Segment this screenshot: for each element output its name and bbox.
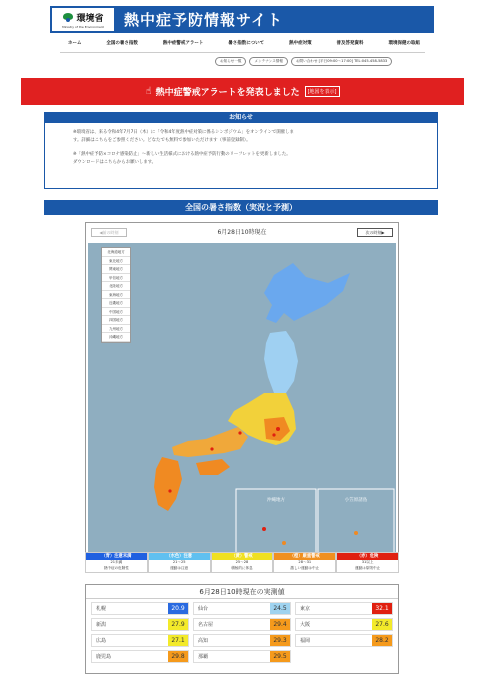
observation-city: 広島	[96, 638, 107, 644]
ministry-logo[interactable]	[52, 8, 114, 31]
observation-city: 名古屋	[198, 622, 214, 628]
region-tohoku[interactable]: 東北地方	[102, 257, 130, 266]
legend-item	[336, 552, 399, 573]
observation-city: 札幌	[96, 606, 107, 612]
nav-national-index[interactable]: 全国の暑さ指数	[106, 41, 138, 46]
nav-about-index[interactable]: 暑さ指数について	[228, 41, 265, 46]
observation-value: 28.2	[372, 635, 392, 646]
observation-value: 27.1	[168, 635, 188, 646]
legend-note: 運動は注意	[170, 565, 189, 570]
region-list	[101, 247, 131, 343]
danger-dot	[238, 431, 241, 434]
ogasawara-inset-label: 小笠原諸島	[344, 498, 368, 503]
legend-range: 21未満	[110, 560, 123, 564]
ministry-emblem-icon	[62, 13, 74, 22]
legend-note: 運動は原則中止	[355, 565, 381, 570]
legend-head: （青）注意未満	[86, 553, 147, 560]
legend-item	[148, 552, 211, 573]
observation-cell	[295, 618, 393, 631]
main-nav	[68, 40, 420, 46]
observation-city: 福岡	[300, 638, 311, 644]
notice-body	[45, 123, 437, 167]
heatstroke-alert-banner[interactable]	[21, 78, 464, 105]
nav-measures[interactable]: 熱中症対策	[289, 41, 312, 46]
map-section-title: 全国の暑さ指数（実況と予測）	[44, 200, 438, 215]
nav-initiatives[interactable]: 環境保健の取組	[388, 41, 420, 46]
news-list-link[interactable]: お知らせ一覧	[215, 57, 246, 66]
observation-cell	[193, 618, 291, 631]
okinawa-dot	[282, 541, 286, 545]
observations-box	[85, 584, 399, 674]
danger-dot	[276, 427, 280, 431]
nav-divider	[60, 52, 425, 53]
notice-box	[44, 112, 438, 189]
observation-cell	[91, 634, 189, 647]
observation-city: 那覇	[198, 654, 209, 660]
observation-value: 24.5	[270, 603, 290, 614]
logo-subtext: Ministry of the Environment	[62, 24, 104, 29]
danger-dot	[168, 489, 171, 492]
observation-cell	[295, 602, 393, 615]
nav-home[interactable]: ホーム	[68, 41, 82, 46]
region-hokkaido[interactable]: 北海道地方	[102, 248, 130, 257]
observation-value: 29.4	[270, 619, 290, 630]
map-time-label: 6月28日10時現在	[217, 229, 267, 236]
prev-time-button[interactable]: ◀前の時刻	[91, 228, 127, 237]
maintenance-link[interactable]: メンテナンス情報	[249, 57, 287, 66]
alert-hand-icon: ☝	[145, 86, 152, 97]
japan-heat-map[interactable]	[88, 243, 396, 563]
show-map-link[interactable]: [地図を表示]	[305, 86, 340, 97]
logo-text: 環境省	[76, 13, 104, 24]
legend-item	[211, 552, 274, 573]
observation-city: 東京	[300, 606, 311, 612]
next-time-button[interactable]: 次の時刻▶	[357, 228, 393, 237]
observations-title: 6月28日10時現在の実測値	[86, 585, 398, 599]
observation-cell	[193, 650, 291, 663]
observation-city: 高知	[198, 638, 209, 644]
nav-alert[interactable]: 熱中症警戒アラート	[162, 41, 204, 46]
observation-value: 27.6	[372, 619, 392, 630]
danger-dot	[210, 447, 213, 450]
region-kyushu[interactable]: 九州地方	[102, 325, 130, 334]
nav-materials[interactable]: 普及啓発資料	[336, 41, 364, 46]
observation-cell	[193, 602, 291, 615]
observation-value: 32.1	[372, 603, 392, 614]
observation-cell	[91, 602, 189, 615]
region-chugoku[interactable]: 中国地方	[102, 308, 130, 317]
observation-cell	[91, 650, 189, 663]
alert-text: 熱中症警戒アラートを発表しました	[155, 88, 300, 98]
observation-value: 29.8	[168, 651, 188, 662]
region-shikoku[interactable]: 四国地方	[102, 316, 130, 325]
observation-cell	[295, 634, 393, 647]
legend-note: 激しい運動は中止	[290, 565, 320, 570]
observation-city: 仙台	[198, 606, 209, 612]
legend-item	[273, 552, 336, 573]
region-okinawa[interactable]: 沖縄地方	[102, 333, 130, 342]
legend-item	[85, 552, 148, 573]
legend-head: （赤）危険	[337, 553, 398, 560]
notice-line: ※環境省は、来る令和4年7月7日（木）に「令和4年度熱中症対策に係るシンポジウム」をオンラインで開催しま	[73, 130, 294, 135]
notice-line[interactable]: ダウンロードはこちらからお願いします。	[73, 160, 157, 165]
notice-title: お知らせ	[45, 113, 437, 123]
observation-value: 29.5	[270, 651, 290, 662]
ogasawara-dot	[354, 531, 358, 535]
region-kinki[interactable]: 近畿地方	[102, 299, 130, 308]
site-header	[50, 6, 434, 33]
utility-links	[215, 57, 392, 66]
notice-line[interactable]: す。詳細はこちらをご参照ください。どなたでも無料で参加いただけます（事前登録制）。	[73, 138, 251, 143]
region-koshin[interactable]: 甲信地方	[102, 274, 130, 283]
legend-range: 21～25	[172, 560, 186, 564]
map-frame	[85, 222, 399, 565]
region-kanto[interactable]: 関東地方	[102, 265, 130, 274]
site-title[interactable]: 熱中症予防情報サイト	[124, 11, 283, 29]
legend-note: 積極的に休息	[231, 565, 253, 570]
legend-head: （水色）注意	[149, 553, 210, 560]
observation-cell	[91, 618, 189, 631]
legend-head: （橙）厳重警戒	[274, 553, 335, 560]
observation-value: 27.9	[168, 619, 188, 630]
legend-range: 28～31	[298, 560, 312, 564]
wbgt-legend	[85, 552, 399, 573]
danger-dot	[272, 433, 275, 436]
contact-link[interactable]: お問い合わせ [平日09:00～17:00] TEL:045-458-5833	[291, 57, 392, 66]
observation-value: 29.3	[270, 635, 290, 646]
legend-range: 31以上	[361, 560, 374, 564]
observation-city: 新潟	[96, 622, 107, 628]
legend-range: 25～28	[235, 560, 249, 564]
observations-grid	[86, 599, 398, 666]
notice-line: ※「熱中症予防×コロナ感染防止」～新しい生活様式における熱中症予防行動のリーフレットを更新しました。	[73, 152, 291, 157]
region-hokuriku[interactable]: 北陸地方	[102, 282, 130, 291]
legend-head: （黄）警戒	[212, 553, 273, 560]
okinawa-inset-label: 沖縄地方	[267, 498, 285, 503]
legend-note: 熱中症の危険性	[103, 565, 129, 570]
region-tokai[interactable]: 東海地方	[102, 291, 130, 300]
observation-city: 大阪	[300, 622, 311, 628]
observation-city: 鹿児島	[96, 654, 112, 660]
okinawa-dot	[262, 527, 266, 531]
observation-value: 20.9	[168, 603, 188, 614]
observation-cell	[193, 634, 291, 647]
japan-map-svg	[88, 243, 396, 563]
